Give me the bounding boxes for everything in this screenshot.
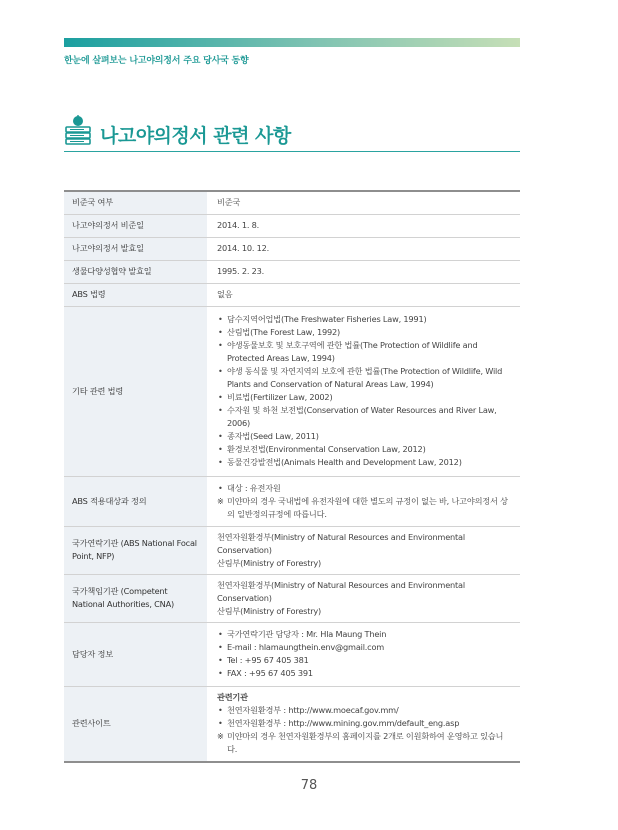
row-label: 관련사이트 bbox=[64, 686, 207, 762]
list-item: • 환경보전법(Environmental Conservation Law, 2012) bbox=[217, 443, 510, 456]
row-value bbox=[207, 574, 520, 622]
row-label: 나고야의정서 발효일 bbox=[64, 237, 207, 260]
nfp-line-1: 천연자원환경부(Ministry of Natural Resources and Environmental Conservation) bbox=[217, 531, 465, 555]
contact-list bbox=[217, 628, 510, 680]
table-row bbox=[64, 306, 520, 476]
page-number: 78 bbox=[300, 778, 318, 793]
table-row bbox=[64, 260, 520, 283]
note-mark: ※ bbox=[217, 731, 224, 742]
row-value bbox=[207, 686, 520, 762]
list-item: • 산림법(The Forest Law, 1992) bbox=[217, 326, 510, 339]
row-label: 담당자 정보 bbox=[64, 622, 207, 686]
row-value: 없음 bbox=[207, 283, 520, 306]
row-value bbox=[207, 476, 520, 526]
list-item: • E-mail : hlamaungthein.env@gmail.com bbox=[217, 641, 510, 654]
page-title-area bbox=[64, 111, 520, 152]
cna-line-2: 산림부(Ministry of Forestry) bbox=[217, 605, 322, 616]
header-color-bar bbox=[64, 38, 520, 47]
row-value: 2014. 10. 12. bbox=[207, 237, 520, 260]
table-row bbox=[64, 526, 520, 574]
nfp-line-2: 산림부(Ministry of Forestry) bbox=[217, 557, 322, 568]
sites-note bbox=[217, 730, 510, 756]
section-header: 한눈에 살펴보는 나고야의정서 주요 당사국 동향 bbox=[64, 56, 249, 66]
list-item: • 종자법(Seed Law, 2011) bbox=[217, 430, 510, 443]
list-item: • Tel : +95 67 405 381 bbox=[217, 654, 510, 667]
list-item: • 동물건강발전법(Animals Health and Development Law, 2012) bbox=[217, 456, 510, 469]
table-row bbox=[64, 191, 520, 214]
row-value: 비준국 bbox=[207, 191, 520, 214]
list-item: • 비료법(Fertilizer Law, 2002) bbox=[217, 391, 510, 404]
row-value bbox=[207, 622, 520, 686]
table-row bbox=[64, 476, 520, 526]
sites-heading: 관련기관 bbox=[217, 692, 248, 703]
note-mark: ※ bbox=[217, 495, 224, 506]
table-row bbox=[64, 686, 520, 762]
list-item: • 천연자원환경부 : http://www.moecaf.gov.mm/ bbox=[217, 704, 510, 717]
cna-line-1: 천연자원환경부(Ministry of Natural Resources and Environmental Conservation) bbox=[217, 579, 465, 603]
table-row bbox=[64, 574, 520, 622]
sites-list bbox=[217, 704, 510, 730]
scope-list bbox=[217, 482, 510, 495]
table-row bbox=[64, 283, 520, 306]
row-label: 국가연락기관 (ABS National Focal Point, NFP) bbox=[64, 526, 207, 574]
books-apple-icon bbox=[64, 115, 92, 145]
info-table bbox=[64, 190, 520, 763]
list-item: • 담수지역어업법(The Freshwater Fisheries Law, 1991) bbox=[217, 313, 510, 326]
note-text: 미얀마의 경우 국내법에 유전자원에 대한 별도의 규정이 없는 바, 나고야의정서 상의 일반정의규정에 따릅니다. bbox=[227, 495, 508, 519]
row-value: 1995. 2. 23. bbox=[207, 260, 520, 283]
list-item: • 수자원 및 하천 보전법(Conservation of Water Resources and River Law, 2006) bbox=[217, 404, 510, 430]
row-value bbox=[207, 306, 520, 476]
list-item: • FAX : +95 67 405 391 bbox=[217, 667, 510, 680]
row-value bbox=[207, 526, 520, 574]
table-row bbox=[64, 237, 520, 260]
page-title: 나고야의정서 관련 사항 bbox=[100, 125, 291, 147]
law-list bbox=[217, 313, 510, 469]
row-label: ABS 적용대상과 정의 bbox=[64, 476, 207, 526]
note-text: 미얀마의 경우 천연자원환경부의 홈페이지를 2개로 이원화하여 운영하고 있습니다. bbox=[227, 731, 504, 755]
scope-note bbox=[217, 495, 510, 521]
table-row bbox=[64, 214, 520, 237]
table-row bbox=[64, 622, 520, 686]
row-label: 비준국 여부 bbox=[64, 191, 207, 214]
list-item: • 대상 : 유전자원 bbox=[217, 482, 510, 495]
list-item: • 야생 동식물 및 자연지역의 보호에 관한 법률(The Protection of Wildlife, Wild Plants and Conservation of Natural Areas Law, 1994) bbox=[217, 365, 510, 391]
row-label: 나고야의정서 비준일 bbox=[64, 214, 207, 237]
row-label: 기타 관련 법령 bbox=[64, 306, 207, 476]
list-item: • 야생동물보호 및 보호구역에 관한 법률(The Protection of Wildlife and Protected Areas Law, 1994) bbox=[217, 339, 510, 365]
row-label: ABS 법령 bbox=[64, 283, 207, 306]
list-item: • 국가연락기관 담당자 : Mr. Hla Maung Thein bbox=[217, 628, 510, 641]
row-label: 생물다양성협약 발효일 bbox=[64, 260, 207, 283]
row-label: 국가책임기관 (Competent National Authorities, CNA) bbox=[64, 574, 207, 622]
row-value: 2014. 1. 8. bbox=[207, 214, 520, 237]
list-item: • 천연자원환경부 : http://www.mining.gov.mm/default_eng.asp bbox=[217, 717, 510, 730]
